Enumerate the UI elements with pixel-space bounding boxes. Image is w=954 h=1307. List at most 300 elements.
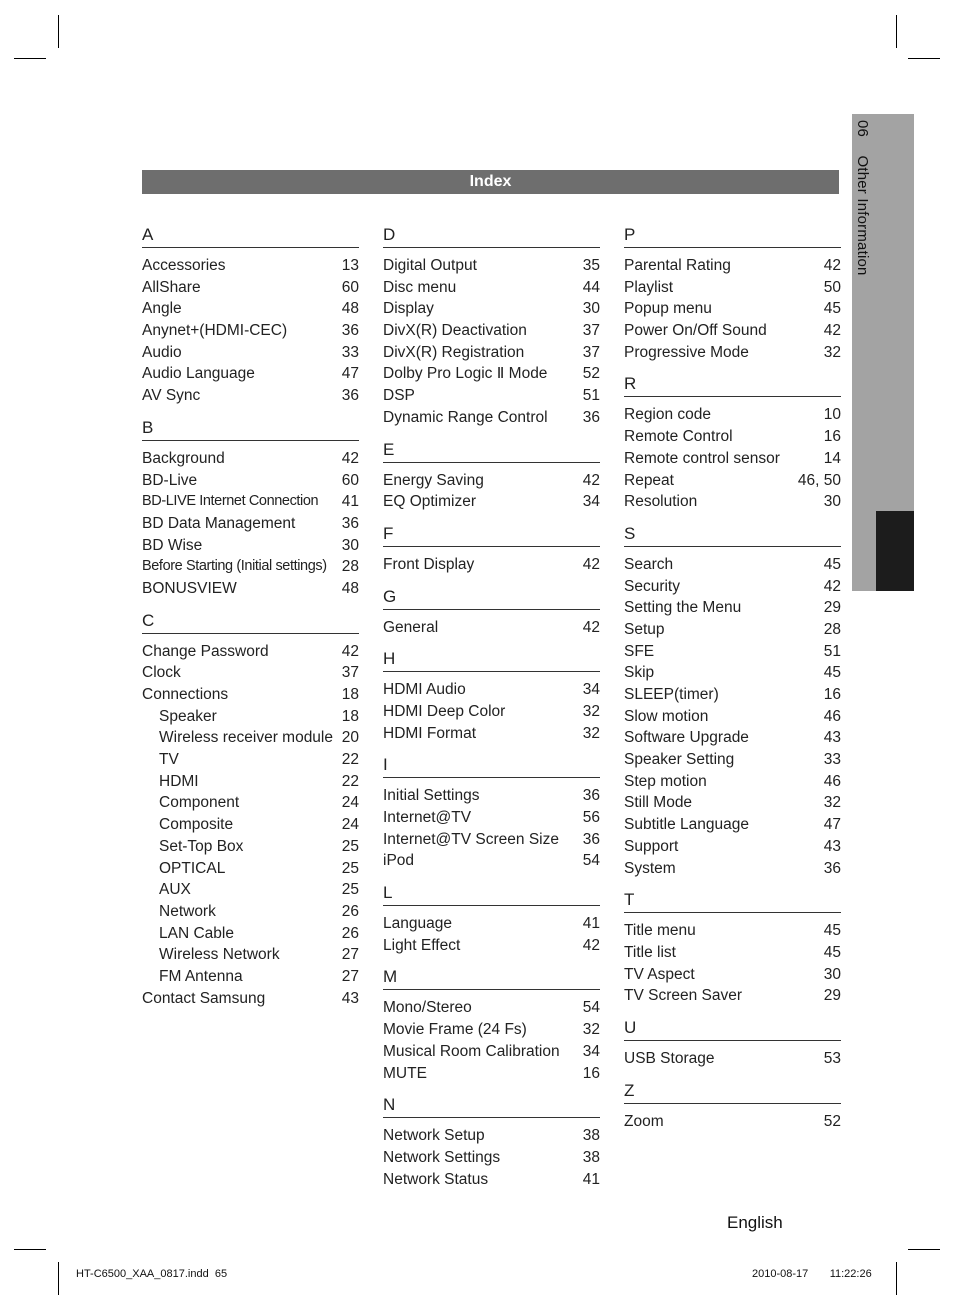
- index-page-number: 10: [823, 406, 841, 424]
- index-page-number: 25: [341, 881, 359, 899]
- index-term: Remote control sensor: [624, 449, 780, 467]
- index-term: TV Aspect: [624, 965, 695, 983]
- index-term: Setup: [624, 620, 665, 638]
- index-page-number: 27: [341, 946, 359, 964]
- index-page-number: 45: [823, 300, 841, 318]
- index-page-number: 47: [823, 816, 841, 834]
- index-page-number: 42: [823, 322, 841, 340]
- index-entry: [142, 320, 359, 342]
- index-page-number: 50: [823, 278, 841, 296]
- index-section-b: [142, 417, 359, 600]
- index-term: Composite: [159, 816, 234, 834]
- index-entry: [624, 942, 841, 964]
- index-term: Wireless receiver module: [159, 729, 333, 747]
- section-letter: E: [383, 439, 600, 463]
- index-entry: [624, 836, 841, 858]
- index-page-number: 26: [341, 902, 359, 920]
- index-section-m: [383, 966, 600, 1084]
- index-entry: [383, 679, 600, 701]
- index-page-number: 38: [582, 1127, 600, 1145]
- index-page-number: 46: [823, 707, 841, 725]
- crop-mark: [58, 1262, 59, 1295]
- index-entry: [624, 554, 841, 576]
- index-page-number: 30: [823, 965, 841, 983]
- index-page-number: 18: [341, 686, 359, 703]
- index-page-number: 46: [823, 772, 841, 790]
- index-term: Skip: [624, 664, 655, 682]
- index-entry: [624, 277, 841, 299]
- chapter-title: Other Information: [854, 155, 871, 276]
- index-page-number: 25: [341, 859, 359, 877]
- index-page-number: 43: [823, 729, 841, 747]
- footer-page-number: 65: [214, 1268, 228, 1280]
- chapter-tab-label: [854, 120, 871, 276]
- index-term: Audio Language: [142, 365, 255, 383]
- index-term: Internet@TV: [383, 809, 472, 826]
- index-section-h: [383, 648, 600, 744]
- index-entry: [142, 385, 359, 407]
- index-term: MUTE: [383, 1064, 427, 1082]
- index-entry: [142, 879, 359, 901]
- index-entry: [142, 448, 359, 470]
- index-term: Connections: [142, 686, 229, 703]
- index-term: HDMI Deep Color: [383, 702, 506, 720]
- crop-mark: [896, 1262, 897, 1295]
- index-entry: [142, 662, 359, 684]
- index-entry: [383, 320, 600, 342]
- index-entry: [624, 749, 841, 771]
- index-entry: [624, 684, 841, 706]
- index-term: BD Wise: [142, 536, 203, 554]
- index-page-number: 47: [341, 365, 359, 383]
- index-section-r: [624, 373, 841, 512]
- index-entry: [624, 814, 841, 836]
- index-entry: [142, 363, 359, 385]
- index-term: SFE: [624, 642, 655, 660]
- index-page-number: 36: [341, 322, 359, 340]
- index-term: AV Sync: [142, 387, 201, 405]
- index-term: SLEEP(timer): [624, 686, 719, 703]
- index-entry: [142, 556, 359, 578]
- section-letter: S: [624, 523, 841, 547]
- index-entry: [383, 470, 600, 492]
- index-term: LAN Cable: [159, 924, 234, 942]
- index-page-number: 44: [582, 278, 600, 296]
- index-page-number: 45: [823, 555, 841, 573]
- index-term: HDMI Audio: [383, 681, 466, 699]
- index-page-number: 34: [582, 681, 600, 699]
- index-entry: [383, 723, 600, 745]
- index-term: USB Storage: [624, 1049, 715, 1067]
- index-term: Component: [159, 794, 240, 812]
- index-section-c: [142, 610, 359, 1010]
- index-term: Light Effect: [383, 936, 461, 954]
- index-term: Title menu: [624, 922, 696, 940]
- index-page-number: 32: [582, 724, 600, 742]
- crop-mark: [908, 1249, 940, 1250]
- index-term: OPTICAL: [159, 859, 226, 877]
- section-letter: M: [383, 966, 600, 990]
- index-entry: [383, 1019, 600, 1041]
- index-entry: [624, 964, 841, 986]
- index-entry: [142, 491, 359, 513]
- index-entry: [383, 850, 600, 872]
- index-entry: [383, 298, 600, 320]
- index-term: Remote Control: [624, 428, 733, 446]
- index-term: Contact Samsung: [142, 989, 266, 1007]
- index-page-number: 26: [341, 924, 359, 942]
- index-entry: [383, 554, 600, 576]
- index-page-number: 42: [341, 449, 359, 467]
- index-page-number: 54: [582, 999, 600, 1017]
- section-letter: L: [383, 882, 600, 906]
- index-term: Dolby Pro Logic Ⅱ Mode: [383, 365, 548, 383]
- index-term: Clock: [142, 664, 181, 682]
- footer-date: 2010-08-17: [752, 1268, 809, 1280]
- index-entry: [624, 576, 841, 598]
- index-column-1: [142, 224, 359, 1019]
- index-term: Disc menu: [383, 278, 457, 296]
- index-term: Set-Top Box: [159, 837, 244, 855]
- index-entry: [624, 641, 841, 663]
- index-term: Security: [624, 577, 680, 595]
- footer-time: 11:22:26: [829, 1268, 872, 1280]
- index-entry: [624, 426, 841, 448]
- index-term: Mono/Stereo: [383, 999, 472, 1017]
- page-title: Index: [142, 170, 839, 194]
- index-entry: [624, 771, 841, 793]
- index-term: Playlist: [624, 278, 674, 296]
- index-term: BONUSVIEW: [142, 579, 237, 597]
- index-page-number: 37: [582, 343, 600, 361]
- index-page-number: 24: [341, 794, 359, 812]
- index-term: HDMI Format: [383, 724, 476, 742]
- index-entry: [142, 684, 359, 706]
- index-page-number: 13: [341, 257, 359, 274]
- index-term: Parental Rating: [624, 257, 731, 274]
- section-letter: D: [383, 224, 600, 248]
- index-page-number: 43: [341, 989, 359, 1007]
- index-section-u: [624, 1017, 841, 1070]
- index-section-z: [624, 1080, 841, 1133]
- section-letter: C: [142, 610, 359, 634]
- index-page-number: 42: [582, 936, 600, 954]
- index-section-i: [383, 754, 600, 872]
- crop-mark: [908, 58, 940, 59]
- section-letter: U: [624, 1017, 841, 1041]
- index-term: Progressive Mode: [624, 343, 749, 361]
- index-term: Accessories: [142, 257, 226, 274]
- index-entry: [624, 1111, 841, 1133]
- index-term: Slow motion: [624, 707, 709, 725]
- index-page-number: 20: [341, 729, 359, 747]
- index-entry: [383, 1147, 600, 1169]
- index-page-number: 27: [341, 967, 359, 985]
- index-term: Background: [142, 449, 225, 467]
- index-page-number: 53: [823, 1049, 841, 1067]
- index-page-number: 42: [582, 471, 600, 489]
- index-entry: [383, 913, 600, 935]
- index-page-number: 32: [582, 702, 600, 720]
- index-section-s: [624, 523, 841, 879]
- index-term: Support: [624, 837, 679, 855]
- index-entry: [142, 792, 359, 814]
- index-entry: [142, 771, 359, 793]
- index-term: TV Screen Saver: [624, 987, 743, 1005]
- index-page-number: 22: [341, 772, 359, 790]
- index-entry: [624, 985, 841, 1007]
- index-page-number: 34: [582, 1042, 600, 1060]
- index-term: Speaker Setting: [624, 751, 735, 769]
- index-page-number: 37: [341, 664, 359, 682]
- section-letter: N: [383, 1094, 600, 1118]
- index-page-number: 51: [582, 387, 600, 405]
- index-entry: [142, 836, 359, 858]
- index-entry: [383, 255, 600, 277]
- index-page-number: 16: [823, 428, 841, 446]
- index-section-a: [142, 224, 359, 407]
- index-entry: [624, 1048, 841, 1070]
- index-term: Power On/Off Sound: [624, 322, 767, 340]
- index-term: Network Setup: [383, 1127, 485, 1145]
- index-entry: [624, 597, 841, 619]
- index-entry: [142, 535, 359, 557]
- index-term: System: [624, 859, 676, 877]
- index-page-number: 32: [582, 1021, 600, 1039]
- index-section-d: [383, 224, 600, 429]
- index-term: iPod: [383, 852, 415, 870]
- index-term: Before Starting (Initial settings): [142, 558, 327, 575]
- index-entry: [383, 491, 600, 513]
- index-page-number: 36: [582, 787, 600, 805]
- index-term: Movie Frame (24 Fs): [383, 1021, 527, 1039]
- index-term: Language: [383, 915, 452, 933]
- index-column-3: [624, 224, 841, 1142]
- index-entry: [624, 320, 841, 342]
- index-page-number: 29: [823, 599, 841, 617]
- index-term: EQ Optimizer: [383, 493, 477, 511]
- index-term: BD-LIVE Internet Connection: [142, 493, 319, 510]
- index-term: Speaker: [159, 707, 217, 725]
- index-page-number: 24: [341, 816, 359, 834]
- index-page-number: 37: [582, 322, 600, 340]
- index-entry: [383, 385, 600, 407]
- index-entry: [624, 619, 841, 641]
- index-entry: [383, 407, 600, 429]
- index-entry: [383, 997, 600, 1019]
- index-term: Still Mode: [624, 794, 693, 812]
- section-letter: A: [142, 224, 359, 248]
- section-letter: G: [383, 586, 600, 610]
- index-page-number: 18: [341, 707, 359, 725]
- index-page-number: 30: [823, 493, 841, 511]
- section-letter: P: [624, 224, 841, 248]
- index-term: Dynamic Range Control: [383, 408, 548, 426]
- crop-mark: [14, 1249, 46, 1250]
- chapter-side-tab: [852, 114, 914, 591]
- chapter-number: 06: [854, 120, 871, 138]
- index-entry: [383, 1063, 600, 1085]
- index-entry: [142, 858, 359, 880]
- index-term: Step motion: [624, 772, 707, 790]
- index-term: Setting the Menu: [624, 599, 742, 617]
- index-term: FM Antenna: [159, 967, 243, 985]
- index-section-l: [383, 882, 600, 956]
- index-term: Popup menu: [624, 300, 712, 318]
- index-entry: [624, 920, 841, 942]
- index-entry: [142, 966, 359, 988]
- index-term: Energy Saving: [383, 471, 484, 489]
- index-page-number: 41: [582, 1170, 600, 1188]
- index-page-number: 36: [823, 859, 841, 877]
- index-term: DSP: [383, 387, 415, 405]
- page-language-label: English: [727, 1213, 783, 1232]
- index-term: Wireless Network: [159, 946, 280, 964]
- index-entry: [142, 578, 359, 600]
- index-page-number: 14: [823, 449, 841, 467]
- index-entry: [383, 807, 600, 829]
- index-entry: [624, 470, 841, 492]
- index-term: Software Upgrade: [624, 729, 749, 747]
- index-term: HDMI: [159, 772, 199, 790]
- index-entry: [142, 749, 359, 771]
- crop-mark: [14, 58, 46, 59]
- index-page-number: 32: [823, 343, 841, 361]
- index-page-number: 54: [582, 852, 600, 870]
- index-page-number: 42: [823, 257, 841, 274]
- section-letter: I: [383, 754, 600, 778]
- index-page-number: 16: [823, 686, 841, 703]
- index-page-number: 41: [341, 493, 359, 511]
- index-page-number: 60: [341, 278, 359, 296]
- index-term: Search: [624, 555, 674, 573]
- index-page-number: 45: [823, 922, 841, 940]
- section-letter: B: [142, 417, 359, 441]
- index-term: Zoom: [624, 1112, 664, 1130]
- index-page-number: 38: [582, 1148, 600, 1166]
- footer-file-info: [76, 1268, 227, 1280]
- index-entry: [624, 404, 841, 426]
- index-term: AUX: [159, 881, 191, 899]
- section-letter: T: [624, 889, 841, 913]
- index-entry: [383, 1041, 600, 1063]
- index-page-number: 36: [582, 408, 600, 426]
- index-entry: [383, 363, 600, 385]
- index-page-number: 30: [582, 300, 600, 318]
- chapter-tab-marker: [876, 511, 914, 591]
- index-entry: [383, 785, 600, 807]
- index-term: Anynet+(HDMI-CEC): [142, 322, 288, 340]
- index-column-2: [383, 224, 600, 1200]
- index-term: Change Password: [142, 642, 269, 660]
- index-term: Front Display: [383, 555, 475, 573]
- index-term: General: [383, 618, 439, 636]
- index-entry: [624, 255, 841, 277]
- index-entry: [383, 701, 600, 723]
- index-term: Digital Output: [383, 257, 477, 274]
- index-term: Initial Settings: [383, 787, 480, 805]
- index-entry: [142, 470, 359, 492]
- index-section-p: [624, 224, 841, 363]
- index-entry: [142, 513, 359, 535]
- index-page-number: 42: [582, 618, 600, 636]
- index-page-number: 48: [341, 300, 359, 318]
- index-term: AllShare: [142, 278, 201, 296]
- index-section-t: [624, 889, 841, 1007]
- index-page-number: 33: [823, 751, 841, 769]
- index-term: Network: [159, 902, 216, 920]
- index-page-number: 16: [582, 1064, 600, 1082]
- index-page-number: 42: [582, 555, 600, 573]
- index-page-number: 46, 50: [797, 471, 841, 489]
- index-page-number: 48: [341, 579, 359, 597]
- index-term: Display: [383, 300, 434, 318]
- index-page-number: 41: [582, 915, 600, 933]
- index-page-number: 42: [341, 642, 359, 660]
- index-page-number: 45: [823, 943, 841, 961]
- index-term: Internet@TV Screen Size: [383, 830, 559, 848]
- index-page-number: 45: [823, 664, 841, 682]
- crop-mark: [58, 15, 59, 48]
- footer-file-name: HT-C6500_XAA_0817.indd: [76, 1268, 209, 1280]
- section-letter: Z: [624, 1080, 841, 1104]
- index-section-f: [383, 523, 600, 576]
- index-term: Network Status: [383, 1170, 489, 1188]
- index-entry: [383, 829, 600, 851]
- index-entry: [624, 298, 841, 320]
- index-entry: [383, 1125, 600, 1147]
- index-page-number: 34: [582, 493, 600, 511]
- index-term: Musical Room Calibration: [383, 1042, 560, 1060]
- index-page-number: 60: [341, 471, 359, 489]
- index-entry: [383, 1169, 600, 1191]
- index-entry: [383, 277, 600, 299]
- index-page-number: 52: [582, 365, 600, 383]
- index-page-number: 29: [823, 987, 841, 1005]
- index-entry: [624, 706, 841, 728]
- index-entry: [142, 923, 359, 945]
- index-section-g: [383, 586, 600, 639]
- index-page-number: 56: [582, 809, 600, 826]
- index-page-number: 28: [823, 620, 841, 638]
- index-page-number: 22: [341, 751, 359, 769]
- index-page-number: 30: [341, 536, 359, 554]
- index-term: BD-Live: [142, 471, 198, 489]
- index-page-number: 33: [341, 343, 359, 361]
- index-entry: [142, 901, 359, 923]
- index-term: Network Settings: [383, 1148, 501, 1166]
- index-entry: [624, 792, 841, 814]
- index-entry: [142, 706, 359, 728]
- index-page-number: 51: [823, 642, 841, 660]
- index-page-number: 25: [341, 837, 359, 855]
- index-entry: [142, 255, 359, 277]
- index-entry: [383, 342, 600, 364]
- index-entry: [142, 342, 359, 364]
- index-term: DivX(R) Registration: [383, 343, 525, 361]
- index-page-number: 52: [823, 1112, 841, 1130]
- index-entry: [142, 727, 359, 749]
- index-entry: [142, 277, 359, 299]
- index-page-number: 36: [341, 387, 359, 405]
- index-term: TV: [159, 751, 179, 769]
- index-term: BD Data Management: [142, 514, 296, 532]
- index-entry: [624, 662, 841, 684]
- index-entry: [142, 988, 359, 1010]
- index-entry: [624, 491, 841, 513]
- index-page-number: 36: [582, 830, 600, 848]
- index-entry: [142, 641, 359, 663]
